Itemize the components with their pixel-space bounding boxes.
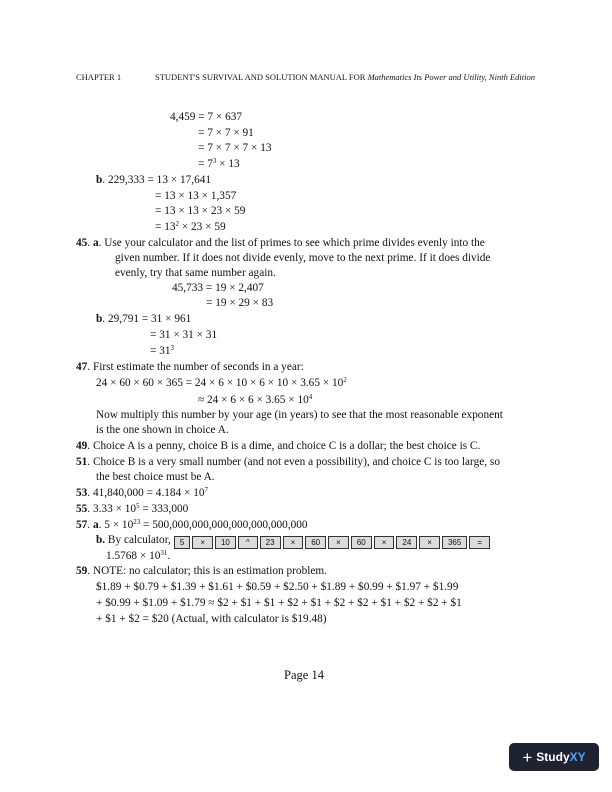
- line-229333-step4: = $13^2 \times 23 \times 59$: [155, 220, 226, 233]
- problem-45: 45. a. Use your calculator and the list of primes to see which prime divides evenly into the: [76, 237, 485, 249]
- problem-45-line2: given number. If it does not divide evenly, move to the next prime. If it does divide: [115, 252, 491, 264]
- line-4459: 4,459 = 7 × 637: [170, 111, 243, 123]
- line-29791-step3: = $31^3$: [150, 344, 174, 357]
- problem-57b: b. By calculator, 5 × 10 ^ 23 × 60 × 60 × 24 × 365 =: [96, 533, 490, 549]
- calculator-key: 365: [442, 536, 467, 549]
- problem-47: 47. First estimate the number of seconds in a year:: [76, 361, 304, 373]
- problem-45-line3: evenly, try that same number again.: [115, 267, 276, 279]
- calculator-key: =: [469, 536, 490, 549]
- running-header: [155, 72, 535, 82]
- problem-57: 57. a. $5 \times 10^{23} = 500,000,000,000,000,000,000,000$: [76, 518, 308, 531]
- line-45733: 45,733 = 19 × 2,407: [172, 282, 264, 294]
- line-29791: b. 29,791 = 31 × 961: [96, 313, 192, 325]
- calculator-key: ^: [238, 536, 258, 549]
- calculator-key: 23: [260, 536, 281, 549]
- seconds-equation: $24 \times 60 \times 60 \times 365 = 24 \times 6 \times 10 \times 6 \times 10 \times 3.65 \times 10^2$: [96, 376, 347, 389]
- problem-57b-result: $1.5768 \times 10^{31}$.: [106, 549, 171, 562]
- page-number: 14: [311, 668, 324, 682]
- line-4459-step4: = $7^3 \times 13$: [198, 157, 240, 170]
- problem-47-line3: Now multiply this number by your age (in years) to see that the most reasonable exponent: [96, 409, 503, 421]
- problem-55: 55. $3.33 \times 10^5 = 333,000$: [76, 502, 189, 515]
- problem-59-prices: $1.89 + $0.79 + $1.39 + $1.61 + $0.59 + $2.50 + $1.89 + $0.99 + $1.97 + $1.99: [96, 581, 459, 593]
- calculator-key: 24: [396, 536, 417, 549]
- line-45733-step2: = 19 × 29 × 83: [206, 297, 274, 309]
- calculator-key: 60: [305, 536, 326, 549]
- problem-59-result: + $1 + $2 = $20 (Actual, with calculator is $19.48): [96, 613, 327, 625]
- line-229333: b. 229,333 = 13 × 17,641: [96, 174, 212, 186]
- calculator-key: ×: [374, 536, 395, 549]
- page-footer: [284, 668, 324, 683]
- line-29791-step2: = 31 × 31 × 31: [150, 329, 218, 341]
- brand-name: StudyXY: [536, 750, 586, 764]
- calculator-key: 60: [351, 536, 372, 549]
- problem-51: 51. Choice B is a very small number (and not even a possibility), and choice C is too large, so: [76, 456, 500, 468]
- studyxy-badge[interactable]: [509, 743, 599, 771]
- line-229333-step3: = 13 × 13 × 23 × 59: [155, 205, 246, 217]
- manual-title: STUDENT'S SURVIVAL AND SOLUTION MANUAL FOR: [155, 72, 366, 82]
- line-4459-step2: = 7 × 7 × 91: [198, 127, 254, 139]
- problem-59: 59. NOTE: no calculator; this is an estimation problem.: [76, 565, 327, 577]
- calculator-key: ×: [192, 536, 213, 549]
- chapter-label: CHAPTER 1: [76, 72, 122, 82]
- problem-49: 49. Choice A is a penny, choice B is a dime, and choice C is a dollar; the best choice is C.: [76, 440, 481, 452]
- calculator-key: ×: [419, 536, 440, 549]
- calculator-key: ×: [283, 536, 304, 549]
- plus-icon: +: [522, 747, 533, 767]
- problem-53: 53. $41,840,000 = 4.184 \times 10^7$: [76, 486, 209, 499]
- problem-59-estimate: + $0.99 + $1.09 + $1.79 ≈ $2 + $1 + $1 + $2 + $1 + $2 + $2 + $1 + $2 + $2 + $1: [96, 597, 462, 609]
- calculator-key: 5: [174, 536, 190, 549]
- page-label: Page: [284, 668, 309, 682]
- line-4459-step3: = 7 × 7 × 7 × 13: [198, 142, 272, 154]
- book-title: Mathematics Its Power and Utility, Ninth Edition: [367, 72, 535, 82]
- line-229333-step2: = 13 × 13 × 1,357: [155, 190, 237, 202]
- problem-47-line4: is the one shown in choice A.: [96, 424, 229, 436]
- problem-51-line2: the best choice must be A.: [96, 471, 215, 483]
- calculator-key: 10: [215, 536, 236, 549]
- calculator-keys: [174, 536, 490, 549]
- seconds-estimate: ≈ $24 \times 6 \times 6 \times 3.65 \times 10^4$: [198, 393, 313, 406]
- calculator-key: ×: [328, 536, 349, 549]
